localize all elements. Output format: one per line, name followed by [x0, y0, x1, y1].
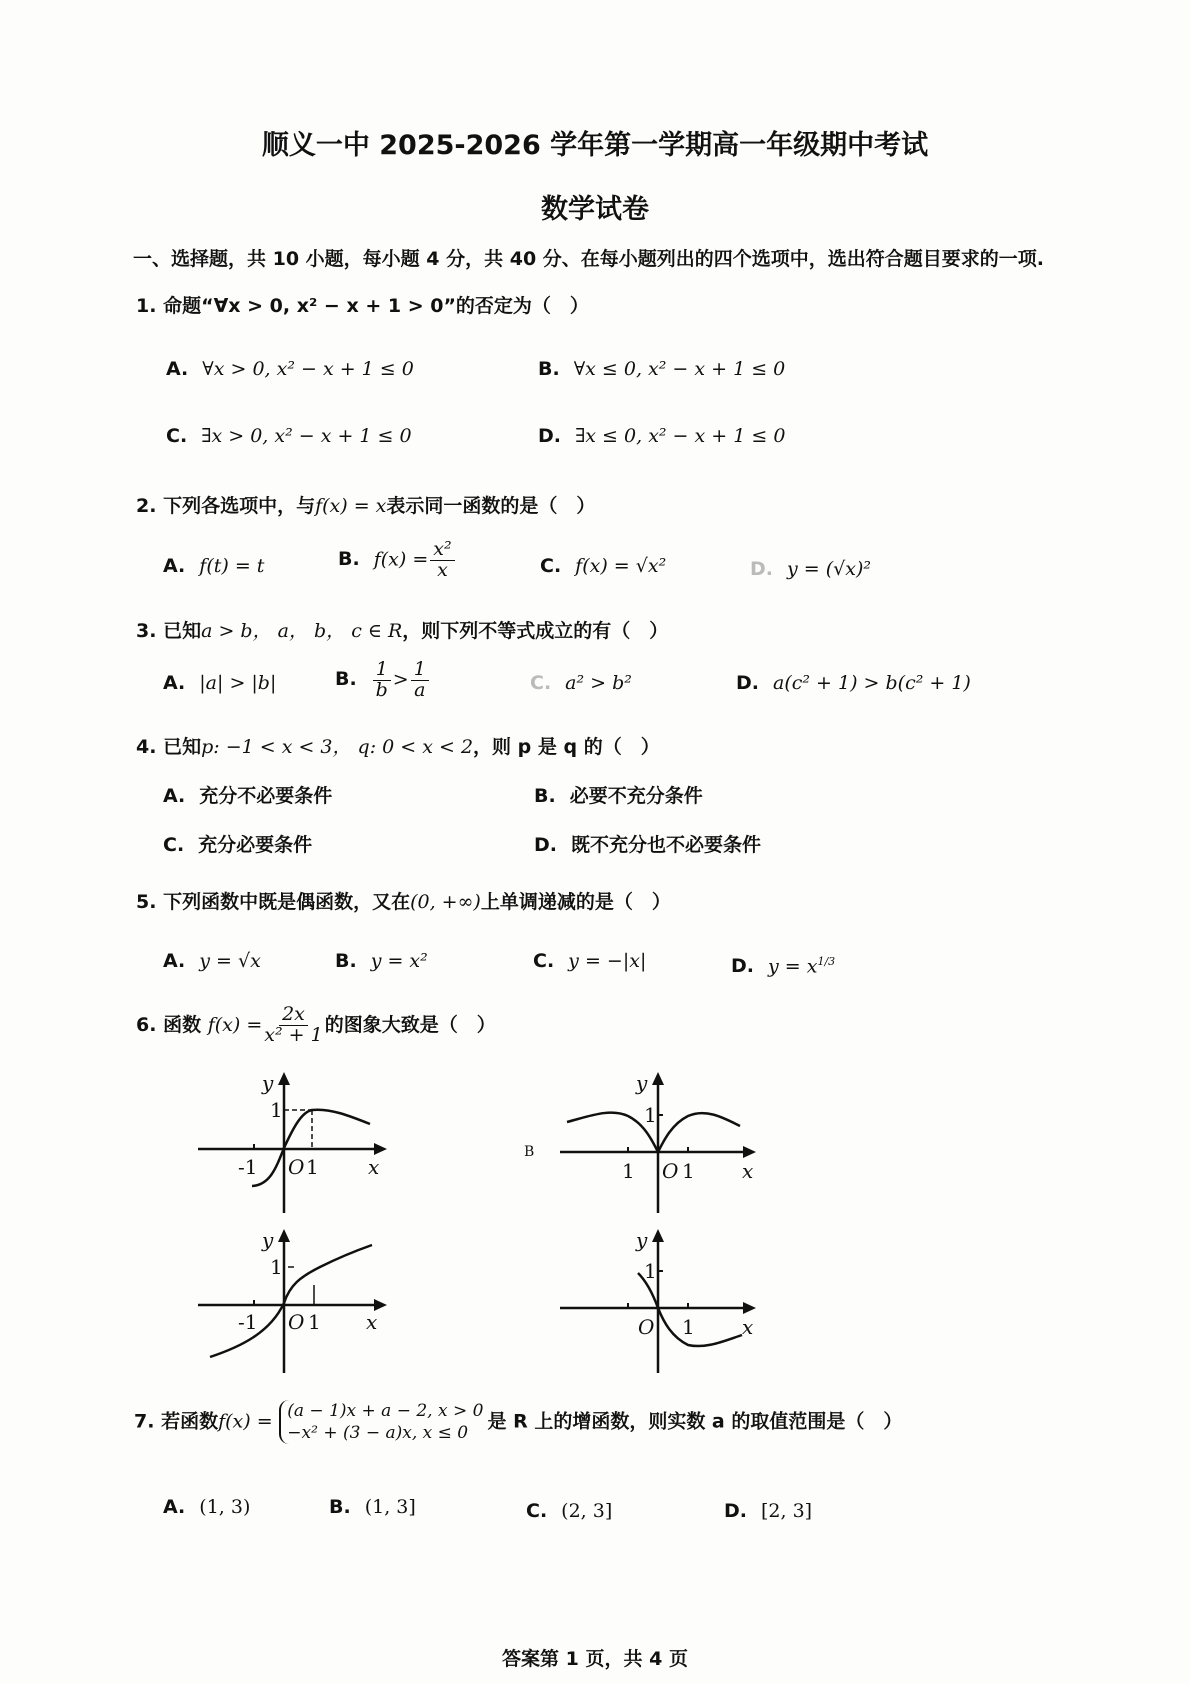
y-axis-label: y — [262, 1228, 274, 1252]
y-axis-label: y — [262, 1071, 274, 1095]
fraction: $\frac{1}{b}$ — [373, 660, 391, 701]
question-number: 1. — [136, 295, 157, 317]
tick-label: 1 — [308, 1310, 321, 1334]
option-text: ∀x > 0, x² − x + 1 ≤ 0 — [202, 358, 414, 380]
y-tick-label: 1 — [270, 1255, 283, 1279]
q7-option-b[interactable] — [329, 1496, 416, 1518]
question-3 — [136, 616, 668, 643]
q5-option-b[interactable] — [335, 950, 428, 972]
q2-option-d[interactable] — [750, 558, 871, 580]
option-label: D. — [538, 425, 561, 447]
fraction: $\frac{2x}{\text{x² + 1}}$ — [264, 1003, 323, 1046]
question-stem-math: f(x) = — [218, 1410, 273, 1433]
y-tick-label: 1 — [270, 1098, 283, 1122]
question-5 — [136, 887, 671, 914]
tick-label: 1 — [306, 1155, 319, 1179]
x-axis-label: x — [366, 1310, 378, 1334]
q3-option-a[interactable] — [163, 672, 276, 694]
question-stem-pre: 下列函数中既是偶函数，又在 — [163, 891, 411, 913]
option-text: 充分不必要条件 — [199, 785, 333, 807]
x-axis-label: x — [742, 1159, 754, 1183]
option-text: (1, 3) — [199, 1496, 251, 1518]
option-text: f(x) = √x² — [575, 555, 667, 577]
y-tick-label: 1 — [644, 1103, 657, 1127]
q4-option-a[interactable] — [163, 781, 332, 808]
option-text: 必要不充分条件 — [569, 785, 703, 807]
question-number: 7. — [134, 1410, 155, 1433]
option-label: B. — [338, 548, 360, 571]
question-1 — [136, 291, 589, 318]
option-label: C. — [166, 425, 188, 447]
question-number: 3. — [136, 620, 157, 642]
option-text: y = −|x| — [568, 950, 647, 972]
question-number: 5. — [136, 891, 157, 913]
q5-option-a[interactable] — [163, 950, 261, 972]
option-text: f(x) = — [373, 548, 429, 571]
option-text: y = √x — [199, 950, 261, 972]
option-label: D. — [731, 955, 754, 978]
origin-label: O — [638, 1315, 655, 1339]
q1-option-d[interactable] — [538, 425, 785, 447]
option-text: |a| > |b| — [199, 672, 277, 694]
fraction: $\frac{1}{a}$ — [411, 660, 429, 701]
question-stem-math: p: −1 < x < 3， q: 0 < x < 2 — [201, 736, 474, 758]
question-2 — [136, 491, 595, 518]
question-stem-post: ，则下列不等式成立的有（ ） — [402, 620, 669, 642]
option-label: A. — [163, 785, 186, 807]
option-text: (2, 3] — [561, 1500, 613, 1522]
option-text: a² > b² — [565, 672, 632, 694]
option-label: C. — [533, 950, 555, 972]
tick-label: 1 — [682, 1315, 695, 1339]
q2-option-c[interactable] — [540, 555, 666, 577]
option-label: C. — [526, 1500, 548, 1522]
option-label: A. — [163, 555, 186, 577]
q7-option-a[interactable] — [163, 1496, 250, 1518]
option-text: 充分必要条件 — [198, 834, 313, 856]
q2-option-b[interactable] — [338, 540, 457, 581]
option-label: A. — [163, 1496, 186, 1518]
question-stem-post: 表示同一函数的是（ ） — [386, 495, 596, 517]
option-label: D. — [724, 1500, 747, 1522]
option-text: a(c² + 1) > b(c² + 1) — [773, 672, 971, 694]
exam-subtitle: 数学试卷 — [541, 194, 649, 225]
q1-option-a[interactable] — [166, 358, 414, 380]
option-label: C. — [540, 555, 562, 577]
question-stem-math: f(x) = — [207, 1013, 263, 1036]
graph-d[interactable] — [510, 1225, 770, 1380]
tick-label: 1 — [622, 1159, 635, 1183]
question-number: 6. — [136, 1013, 157, 1036]
piecewise-function: (a − 1)x + a − 2, x > 0 −x² + (3 − a)x, x ≤ 0 — [279, 1400, 483, 1444]
question-stem-math: (0, +∞) — [410, 891, 481, 913]
y-axis-label: y — [636, 1228, 648, 1252]
graph-c[interactable] — [190, 1225, 410, 1380]
q4-option-b[interactable] — [534, 781, 703, 808]
graph-a[interactable] — [190, 1068, 410, 1218]
section-heading: 一、选择题，共 10 小题，每小题 4 分，共 40 分、在每小题列出的四个选项中，选出符合题目要求的一项. — [133, 248, 1045, 270]
fraction: $\frac{\text{x²}}{x}$ — [430, 540, 454, 581]
tick-label: -1 — [238, 1155, 258, 1179]
question-number: 4. — [136, 736, 157, 758]
origin-label: O — [288, 1310, 305, 1334]
question-stem-post: 上单调递减的是（ ） — [480, 891, 671, 913]
q4-option-d[interactable] — [534, 830, 761, 857]
y-tick-label: 1 — [644, 1259, 657, 1283]
y-axis-label: y — [636, 1071, 648, 1095]
option-text: y = (√x)² — [787, 558, 871, 580]
question-stem-pre: 已知 — [163, 620, 202, 642]
option-text: 既不充分也不必要条件 — [571, 834, 762, 856]
question-4 — [136, 732, 660, 759]
option-label: B. — [534, 785, 556, 807]
page-footer: 答案第 1 页，共 4 页 — [502, 1648, 688, 1670]
question-stem-pre: 函数 — [163, 1013, 202, 1036]
option-label: A. — [163, 672, 186, 694]
option-text: y = x — [768, 955, 818, 978]
option-text: (1, 3] — [364, 1496, 416, 1518]
x-axis-label: x — [742, 1315, 754, 1339]
q3-option-c[interactable] — [530, 672, 632, 694]
exam-title: 顺义一中 2025-2026 学年第一学期高一年级期中考试 — [261, 130, 929, 161]
option-label: B. — [335, 950, 357, 972]
origin-label: O — [288, 1155, 305, 1179]
q2-option-a[interactable] — [163, 555, 264, 577]
tick-label: -1 — [238, 1310, 258, 1334]
exponent: 1/3 — [817, 955, 836, 968]
question-stem-math: f(x) = x — [315, 495, 387, 517]
q3-option-d[interactable] — [736, 672, 971, 694]
option-text: ∀x ≤ 0, x² − x + 1 ≤ 0 — [573, 358, 786, 380]
question-stem-pre: 下列各选项中，与 — [163, 495, 316, 517]
origin-label: O — [662, 1159, 679, 1183]
tick-label: 1 — [682, 1159, 695, 1183]
option-label: B. — [329, 1496, 351, 1518]
question-number: 2. — [136, 495, 157, 517]
q3-option-b[interactable]: B. $\frac{1}{b}$ > $\frac{1}{a}$ — [335, 660, 431, 701]
graph-b[interactable] — [510, 1068, 770, 1218]
option-label: B. — [335, 668, 357, 691]
option-label: C. — [163, 834, 185, 856]
option-label: C. — [530, 672, 552, 694]
question-stem-pre: 若函数 — [161, 1410, 219, 1433]
q7-option-c[interactable] — [526, 1500, 612, 1522]
q1-option-c[interactable] — [166, 425, 412, 447]
question-stem-post: ，则 p 是 q 的（ ） — [473, 736, 660, 758]
option-label: A. — [163, 950, 186, 972]
option-text: ∃x > 0, x² − x + 1 ≤ 0 — [201, 425, 412, 447]
option-label: A. — [166, 358, 189, 380]
option-label: D. — [750, 558, 773, 580]
q7-option-d[interactable] — [724, 1500, 812, 1522]
q5-option-c[interactable] — [533, 950, 646, 972]
option-text: y = x² — [370, 950, 428, 972]
option-text: ∃x ≤ 0, x² − x + 1 ≤ 0 — [575, 425, 786, 447]
question-7 — [134, 1400, 902, 1444]
q4-option-c[interactable] — [163, 830, 312, 857]
option-label: D. — [736, 672, 759, 694]
q1-option-b[interactable] — [538, 358, 785, 380]
question-stem-pre: 已知 — [163, 736, 202, 758]
question-stem-post: 是 R 上的增函数，则实数 a 的取值范围是（ ） — [487, 1410, 903, 1433]
question-6 — [136, 1005, 496, 1046]
option-text: f(t) = t — [199, 555, 265, 577]
question-stem-math: a > b， a， b， c ∈ R — [201, 620, 403, 642]
question-stem-post: 的图象大致是（ ） — [324, 1013, 496, 1036]
x-axis-label: x — [368, 1155, 380, 1179]
question-stem: 命题“∀x > 0, x² − x + 1 > 0”的否定为（ ） — [163, 295, 589, 317]
option-text: [2, 3] — [761, 1500, 813, 1522]
q5-option-d[interactable] — [731, 955, 835, 977]
option-label: D. — [534, 834, 557, 856]
option-label: B — [524, 1144, 535, 1160]
option-label: B. — [538, 358, 560, 380]
